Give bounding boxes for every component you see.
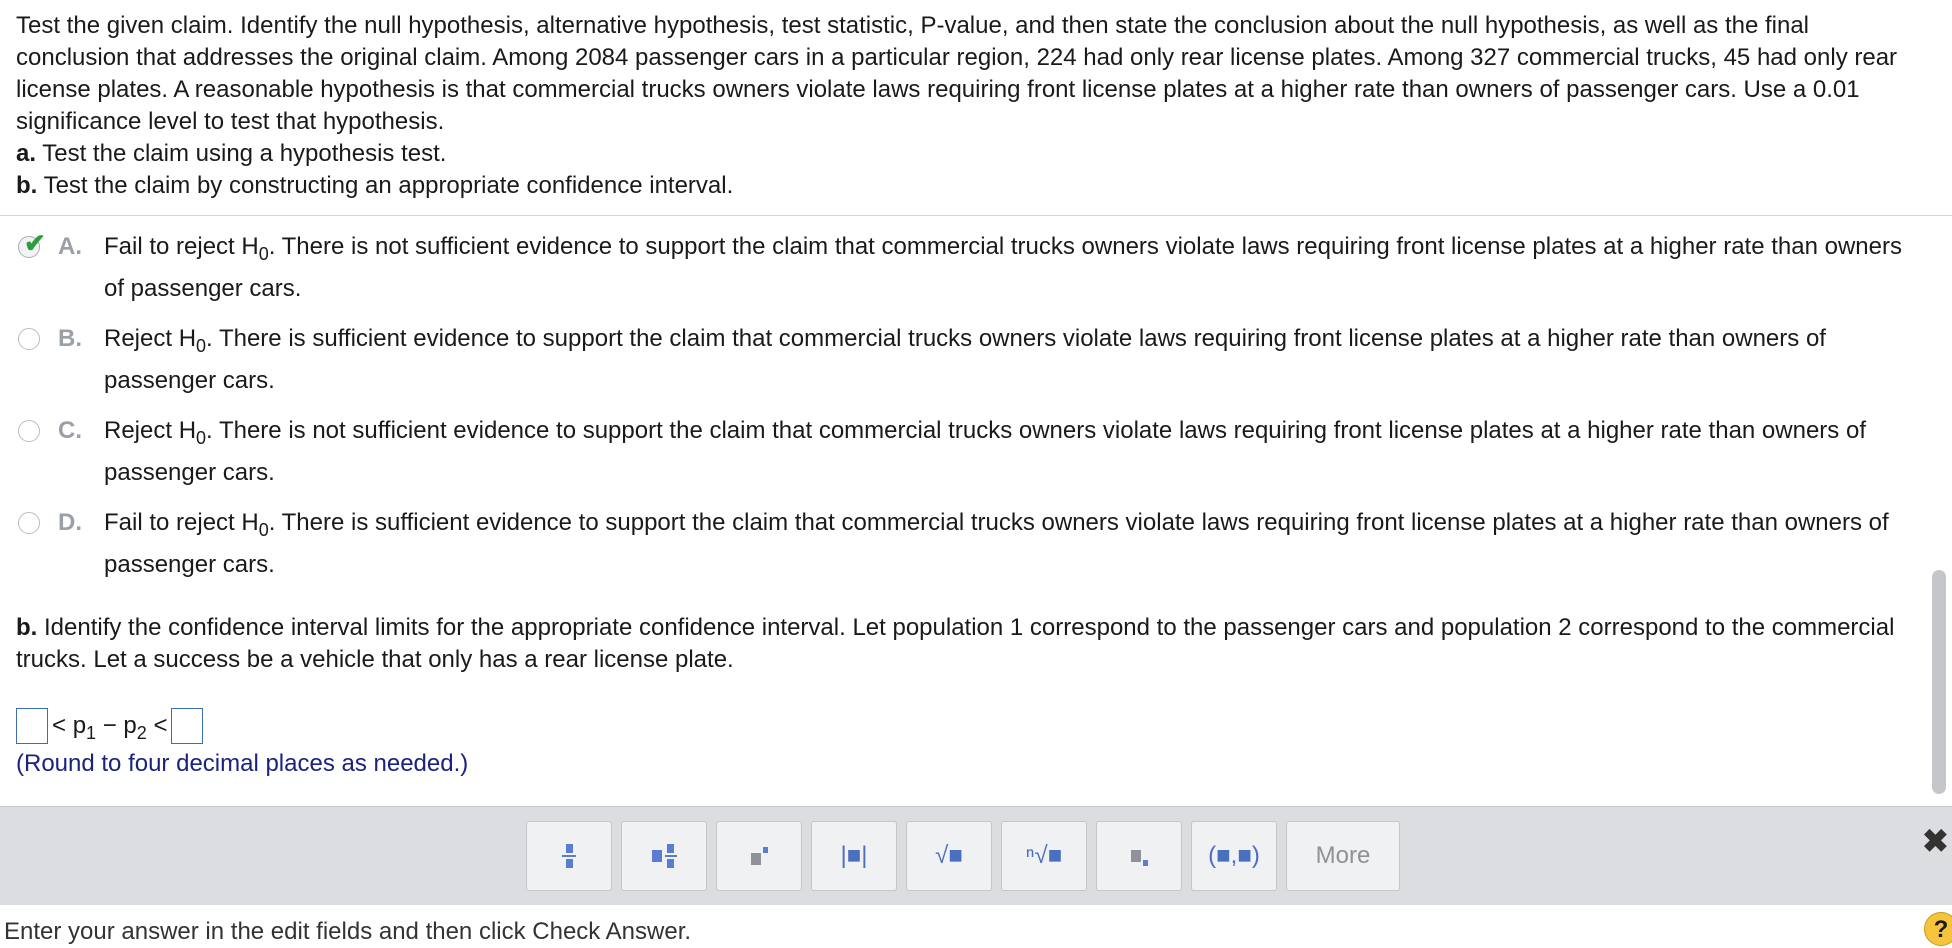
- lower-limit-input[interactable]: [16, 708, 48, 744]
- option-a-letter: A.: [58, 233, 82, 260]
- option-b-sub: 0: [196, 336, 207, 356]
- part-a-line: [16, 138, 1916, 170]
- option-b-pre: Reject H: [104, 325, 197, 352]
- option-c-sub: 0: [196, 428, 207, 448]
- less-than-2: <: [153, 712, 168, 739]
- upper-limit-input[interactable]: [171, 708, 203, 744]
- option-b-letter: B.: [58, 325, 82, 352]
- option-d-letter: D.: [58, 509, 82, 536]
- subscript-tool-icon: [1131, 850, 1148, 862]
- mixed-number-button[interactable]: [621, 821, 707, 891]
- option-b-post: . There is sufficient evidence to support the claim that commercial trucks owners violate laws requiring front license plates at a higher rate than owners of passenger cars.: [104, 325, 1826, 394]
- part-a-text: Test the claim using a hypothesis test.: [42, 140, 447, 167]
- p2-symbol: p: [123, 712, 137, 739]
- interval-expression: [52, 712, 168, 743]
- option-c-post: . There is not sufficient evidence to support the claim that commercial trucks owners violate laws requiring front license plates at a higher rate than owners of passenger cars.: [104, 417, 1866, 486]
- minus-sign: −: [102, 712, 117, 739]
- part-b-prompt-text: Identify the confidence interval limits for the appropriate confidence interval. Let population 1 correspond to the passenger cars and population 2 correspond to the commercial trucks. Let a success be a vehicle that only has a rear license plate.: [16, 614, 1895, 673]
- option-d[interactable]: [18, 502, 1918, 586]
- part-b-prompt: [16, 612, 1926, 676]
- option-c-pre: Reject H: [104, 417, 197, 444]
- option-d-post: . There is sufficient evidence to support the claim that commercial trucks owners violate laws requiring front license plates at a higher rate than owners of passenger cars.: [104, 509, 1889, 578]
- option-a-sub: 0: [258, 244, 269, 264]
- square-root-tool-icon: √■: [935, 842, 963, 869]
- fraction-tool-icon: [562, 844, 576, 868]
- option-c-text: [104, 410, 1918, 494]
- option-a-text: [104, 226, 1918, 310]
- exponent-tool-icon: [751, 847, 768, 865]
- option-a-pre: Fail to reject H: [104, 233, 259, 260]
- p1-sub: 1: [86, 723, 97, 743]
- fraction-button[interactable]: [526, 821, 612, 891]
- part-b-label: b.: [16, 172, 38, 199]
- square-root-button[interactable]: [906, 821, 992, 891]
- divider: [0, 215, 1952, 216]
- option-c[interactable]: [18, 410, 1918, 494]
- nth-root-tool-icon: ⁿ√■: [1025, 842, 1063, 869]
- option-b-text: [104, 318, 1918, 402]
- confidence-interval-row: [16, 706, 203, 746]
- less-than-1: <: [52, 712, 67, 739]
- mixed-number-tool-icon: [652, 844, 677, 868]
- question-text: [16, 10, 1916, 202]
- exponent-button[interactable]: [716, 821, 802, 891]
- radio-option-c[interactable]: [18, 420, 40, 442]
- absolute-value-button[interactable]: [811, 821, 897, 891]
- help-icon[interactable]: ?: [1924, 912, 1952, 946]
- absolute-value-tool-icon: |■|: [840, 842, 868, 869]
- option-a-post: . There is not sufficient evidence to support the claim that commercial trucks owners violate laws requiring front license plates at a higher rate than owners of passenger cars.: [104, 233, 1902, 302]
- option-c-letter: C.: [58, 417, 82, 444]
- footer-instruction: Enter your answer in the edit fields and then click Check Answer.: [4, 918, 692, 945]
- option-d-text: [104, 502, 1918, 586]
- option-d-sub: 0: [258, 520, 269, 540]
- more-button[interactable]: More: [1286, 821, 1400, 891]
- checkmark-icon: ✔: [24, 228, 46, 258]
- radio-option-b[interactable]: [18, 328, 40, 350]
- scrollbar[interactable]: [1932, 570, 1946, 794]
- math-toolbar: [0, 806, 1952, 905]
- option-d-pre: Fail to reject H: [104, 509, 259, 536]
- p2-sub: 2: [136, 723, 147, 743]
- part-b-line: [16, 170, 1916, 202]
- option-a[interactable]: [18, 226, 1918, 310]
- ordered-pair-button[interactable]: [1191, 821, 1277, 891]
- part-b-prompt-label: b.: [16, 614, 38, 641]
- option-b[interactable]: [18, 318, 1918, 402]
- subscript-button[interactable]: [1096, 821, 1182, 891]
- rounding-hint: (Round to four decimal places as needed.): [16, 750, 469, 777]
- part-a-label: a.: [16, 140, 37, 167]
- part-b-text: Test the claim by constructing an appropriate confidence interval.: [43, 172, 734, 199]
- radio-option-d[interactable]: [18, 512, 40, 534]
- nth-root-button[interactable]: [1001, 821, 1087, 891]
- p1-symbol: p: [72, 712, 87, 739]
- question-paragraph: Test the given claim. Identify the null hypothesis, alternative hypothesis, test statistic, P-value, and then state the conclusion about the null hypothesis, as well as the final conclusion that addresses the original claim. Among 2084 passenger cars in a particular region, 224 had only rear license plates. Among 327 commercial trucks, 45 had only rear license plates. A reasonable hypothesis is that commercial trucks owners violate laws requiring front license plates at a higher rate than owners of passenger cars. Use a 0.01 significance level to test that hypothesis.: [16, 12, 1898, 135]
- close-icon[interactable]: ✖: [1922, 823, 1949, 859]
- ordered-pair-tool-icon: (■,■): [1208, 842, 1260, 869]
